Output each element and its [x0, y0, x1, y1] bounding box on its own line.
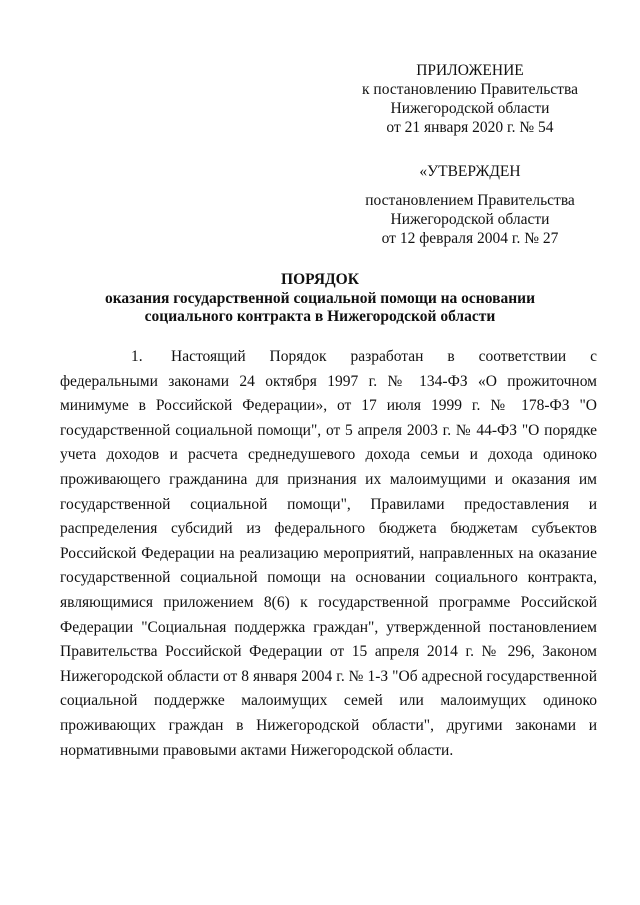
appendix-block [350, 61, 590, 137]
heading-title: ПОРЯДОК [281, 271, 359, 288]
appendix-title: ПРИЛОЖЕНИЕ [416, 62, 524, 79]
appendix-line-1: к постановлению Правительства [362, 81, 578, 98]
heading-line-2: социального контракта в Нижегородской области [144, 308, 496, 325]
approved-line-2: Нижегородской области [390, 211, 550, 228]
paragraph-number: 1. [131, 348, 143, 365]
paragraph-text: Настоящий Порядок разработан в соответствии с федеральными законами 24 октября 1997 г. № 134-ФЗ «О прожиточном минимуме в Российской Федерации», от 17 июля 1999 г. № 178-ФЗ "О государственной социальной помощи", от 5 апреля 2003 г. № 44-ФЗ "О порядке учета доходов и расчета среднедушевого дохода семьи и дохода одиноко проживающего гражданина для признания их малоимущими и оказания им государственной социальной помощи", Правилами предоставления и распределения субсидий из федерального бюджета бюджетам субъектов Российской Федерации на реализацию мероприятий, направленных на оказание государственной социальной помощи на основании социального контракта, являющимися приложением 8(6) к государственной программе Российской Федерации "Социальная поддержка граждан", утвержденной постановлением Правительства Российской Федерации от 15 апреля 2014 г. № 296, Законом Нижегородской области от 8 января 2004 г. № 1-З "Об адресной государственной социальной поддержке малоимущих семей или малоимущих одиноко проживающих граждан в Нижегородской области", другими законами и нормативными правовыми актами Нижегородской области. [60, 348, 597, 759]
approved-line-1: постановлением Правительства [365, 192, 575, 209]
paragraph-1 [60, 345, 597, 763]
appendix-line-2: Нижегородской области [390, 100, 550, 117]
approved-block [350, 162, 590, 248]
document-heading [60, 271, 580, 327]
heading-line-1: оказания государственной социальной помощи на основании [104, 289, 536, 307]
appendix-line-3: от 21 января 2020 г. № 54 [386, 119, 554, 136]
approved-line-3: от 12 февраля 2004 г. № 27 [381, 230, 559, 247]
approved-title: «УТВЕРЖДЕН [419, 163, 521, 180]
